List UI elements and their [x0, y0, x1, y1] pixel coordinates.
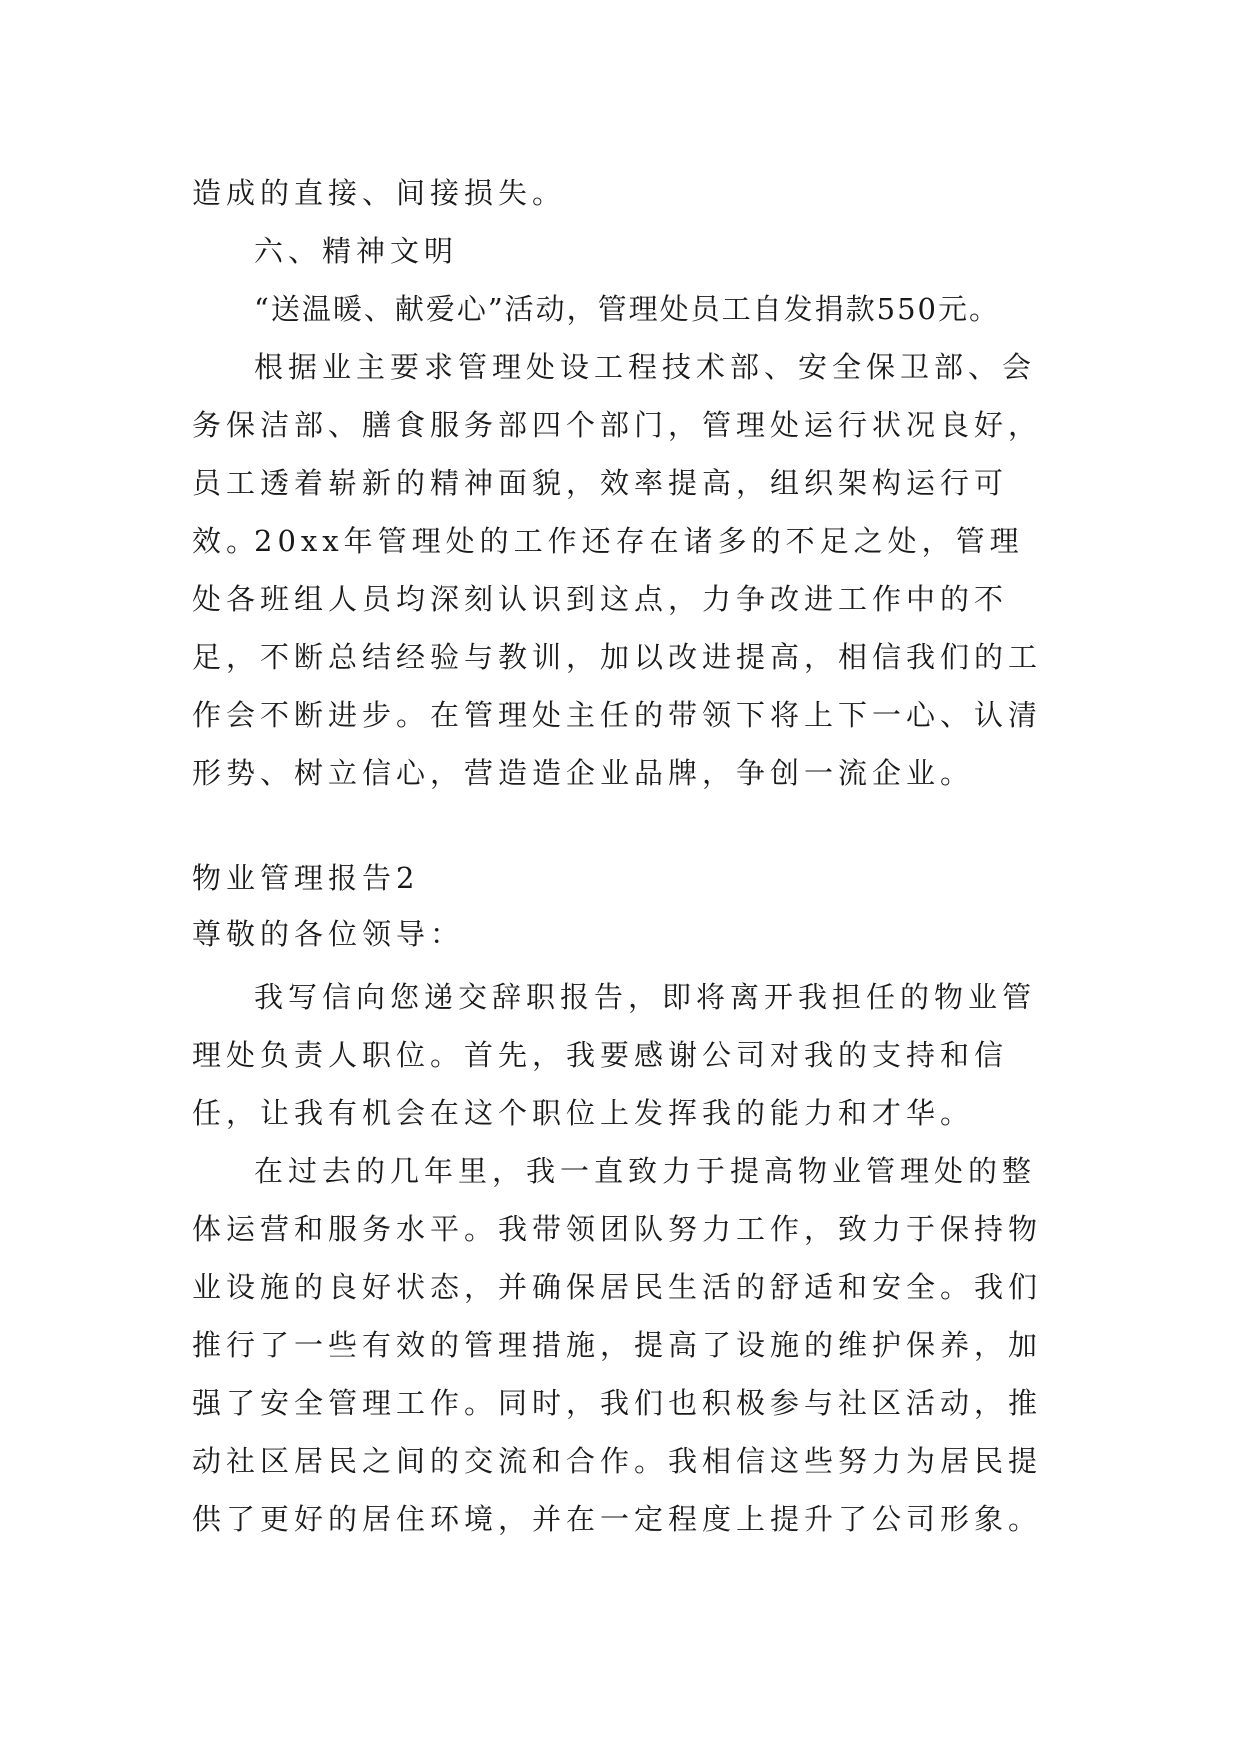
- report-title-2: 物业管理报告2: [192, 861, 420, 895]
- paragraph-departments: 根据业主要求管理处设工程技术部、安全保卫部、会务保洁部、膳食服务部四个部门，管理处运行状况良好，员工透着崭新的精神面貌，效率提高，组织架构运行可效。: [192, 350, 1043, 558]
- paragraph-shortcomings: 20xx年管理处的工作还存在诸多的不足之处，管理处各班组人员均深刻认识到这点，力争改进工作中的不足，不断总结经验与教训，加以改进提高，相信我们的工作会不断进步。在管理处主任的带领下将上下一心、认清形势、树立信心，营造造企业品牌，争创一流企业。: [192, 524, 1043, 790]
- paragraph-donation-activity: “送温暖、献爱心”活动，管理处员工自发捐款550元。: [254, 292, 1001, 326]
- paragraph-loss-statement: 造成的直接、间接损失。: [192, 176, 567, 210]
- paragraph-resignation-intro: 我写信向您递交辞职报告，即将离开我担任的物业管理处负责人职位。首先，我要感谢公司对我的支持和信任，让我有机会在这个职位上发挥我的能力和才华。: [192, 980, 1037, 1130]
- salutation: 尊敬的各位领导：: [192, 917, 465, 951]
- section-heading-civilization: 六、精神文明: [254, 234, 459, 268]
- paragraph-past-work: 在过去的几年里，我一直致力于提高物业管理处的整体运营和服务水平。我带领团队努力工作，致力于保持物业设施的良好状态，并确保居民生活的舒适和安全。我们推行了一些有效的管理措施，提高了设施的维护保养，加强了安全管理工作。同时，我们也积极参与社区活动，推动社区居民之间的交流和合作。我相信这些努力为居民提供了更好的居住环境，并在一定程度上提升了公司形象。: [192, 1154, 1043, 1536]
